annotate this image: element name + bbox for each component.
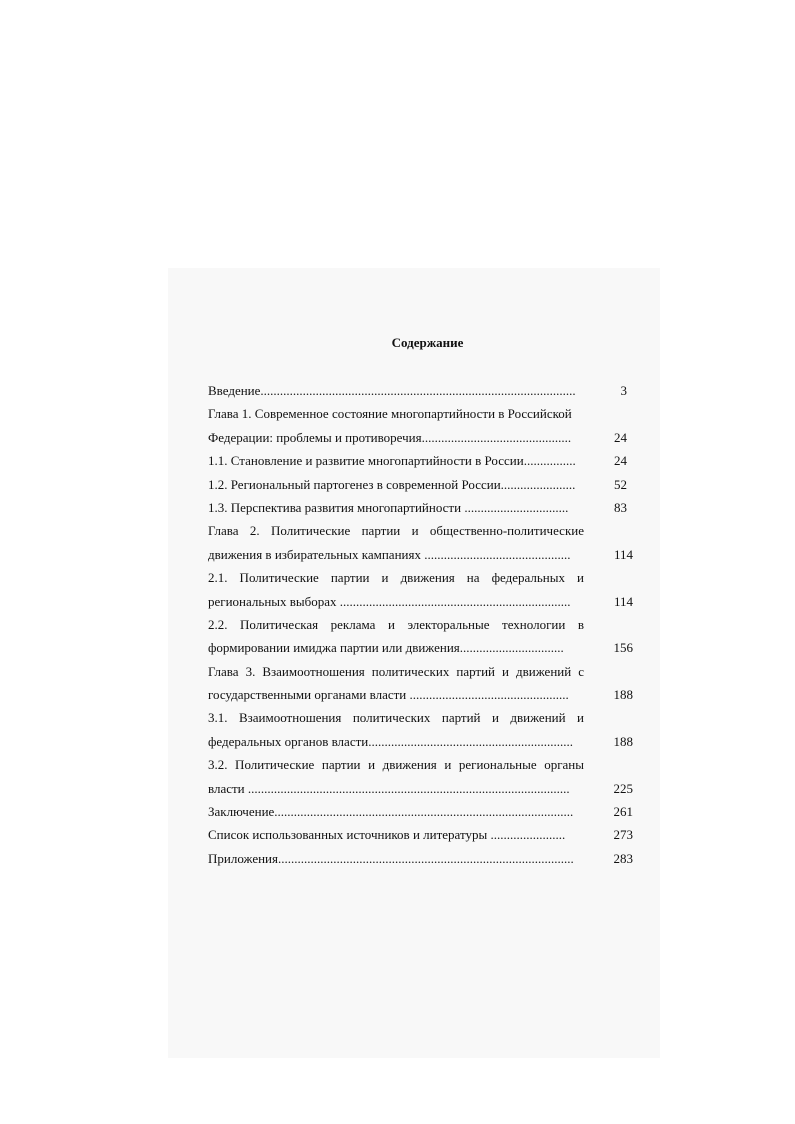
toc-entry-text: федеральных органов власти............................................................... [208, 733, 573, 749]
toc-entry-text: 1.2. Региональный партогенез в современной России....................... [208, 476, 576, 492]
toc-entry-page: 273 [613, 827, 633, 843]
toc-entry-text: 2.2. Политическая реклама и электоральные технологии в [208, 616, 584, 632]
toc-entry-text: движения в избирательных кампаниях ............................................. [208, 546, 571, 562]
toc-entry-text: Введение................................................................................................. [208, 383, 576, 398]
toc-entry-page: 188 [613, 687, 633, 703]
toc-entry [208, 473, 633, 496]
toc-entry-text: 2.1. Политические партии и движения на федеральных и [208, 570, 584, 586]
toc-entry-text: Федерации: проблемы и противоречия.............................................. [208, 429, 572, 445]
toc-entry-page: 3 [620, 383, 627, 398]
toc-entry-text: 3.1. Взаимоотношения политических партий и движений и [208, 710, 584, 726]
toc-entry-text: Приложения........................................................................................... [208, 850, 574, 866]
toc-entry-page: 24 [614, 429, 627, 445]
toc-entry-text: власти ................................................................................................... [208, 780, 570, 796]
toc-entry-page: 225 [613, 780, 633, 796]
toc-entry [208, 823, 633, 846]
toc-entry [208, 590, 633, 613]
toc-entry-text: Глава 1. Современное состояние многопартийности в Российской [208, 406, 572, 422]
toc-entry-text: формировании имиджа партии или движения................................ [208, 640, 564, 656]
toc-entry [208, 496, 633, 519]
toc-entry [208, 800, 633, 823]
toc-entry-text: Глава 2. Политические партии и общественно-политические [208, 523, 584, 539]
toc-entry-page: 114 [613, 593, 633, 609]
toc-entry [208, 402, 633, 425]
toc-entry-page: 83 [614, 499, 627, 515]
toc-entry [208, 706, 633, 729]
toc-entry [208, 543, 633, 566]
toc-entry-text: региональных выборах ....................................................................... [208, 593, 571, 609]
toc-entry [208, 636, 633, 659]
toc-entry-page: 52 [614, 476, 627, 492]
toc-entry-text: Заключение............................................................................................ [208, 804, 574, 820]
toc-entry [208, 777, 633, 800]
toc-entry [208, 613, 633, 636]
toc-entry-page: 283 [613, 850, 633, 866]
toc-entry-page: 188 [613, 733, 633, 749]
toc-entry [208, 847, 633, 870]
toc-entry-page: 261 [613, 804, 633, 820]
table-of-contents [208, 379, 633, 870]
toc-entry-page: 114 [613, 546, 633, 562]
toc-entry-text: 1.3. Перспектива развития многопартийности ................................ [208, 499, 569, 515]
toc-entry [208, 566, 633, 589]
toc-entry [208, 753, 633, 776]
toc-entry [208, 519, 633, 542]
toc-entry-text: Глава 3. Взаимоотношения политических партий и движений с [208, 663, 584, 679]
toc-entry-text: 3.2. Политические партии и движения и региональные органы [208, 757, 584, 773]
toc-entry-text: Список использованных источников и литературы ....................... [208, 827, 566, 843]
toc-title: Содержание [391, 335, 464, 350]
toc-entry-text: 1.1. Становление и развитие многопартийности в России................ [208, 453, 576, 469]
toc-entry [208, 730, 633, 753]
toc-entry [208, 660, 633, 683]
toc-entry-page: 24 [614, 453, 627, 469]
toc-entry-page: 156 [613, 640, 633, 656]
toc-entry [208, 426, 633, 449]
toc-entry [208, 683, 633, 706]
toc-entry [208, 449, 633, 472]
toc-entry [208, 379, 633, 402]
toc-entry-text: государственными органами власти ................................................. [208, 687, 569, 703]
